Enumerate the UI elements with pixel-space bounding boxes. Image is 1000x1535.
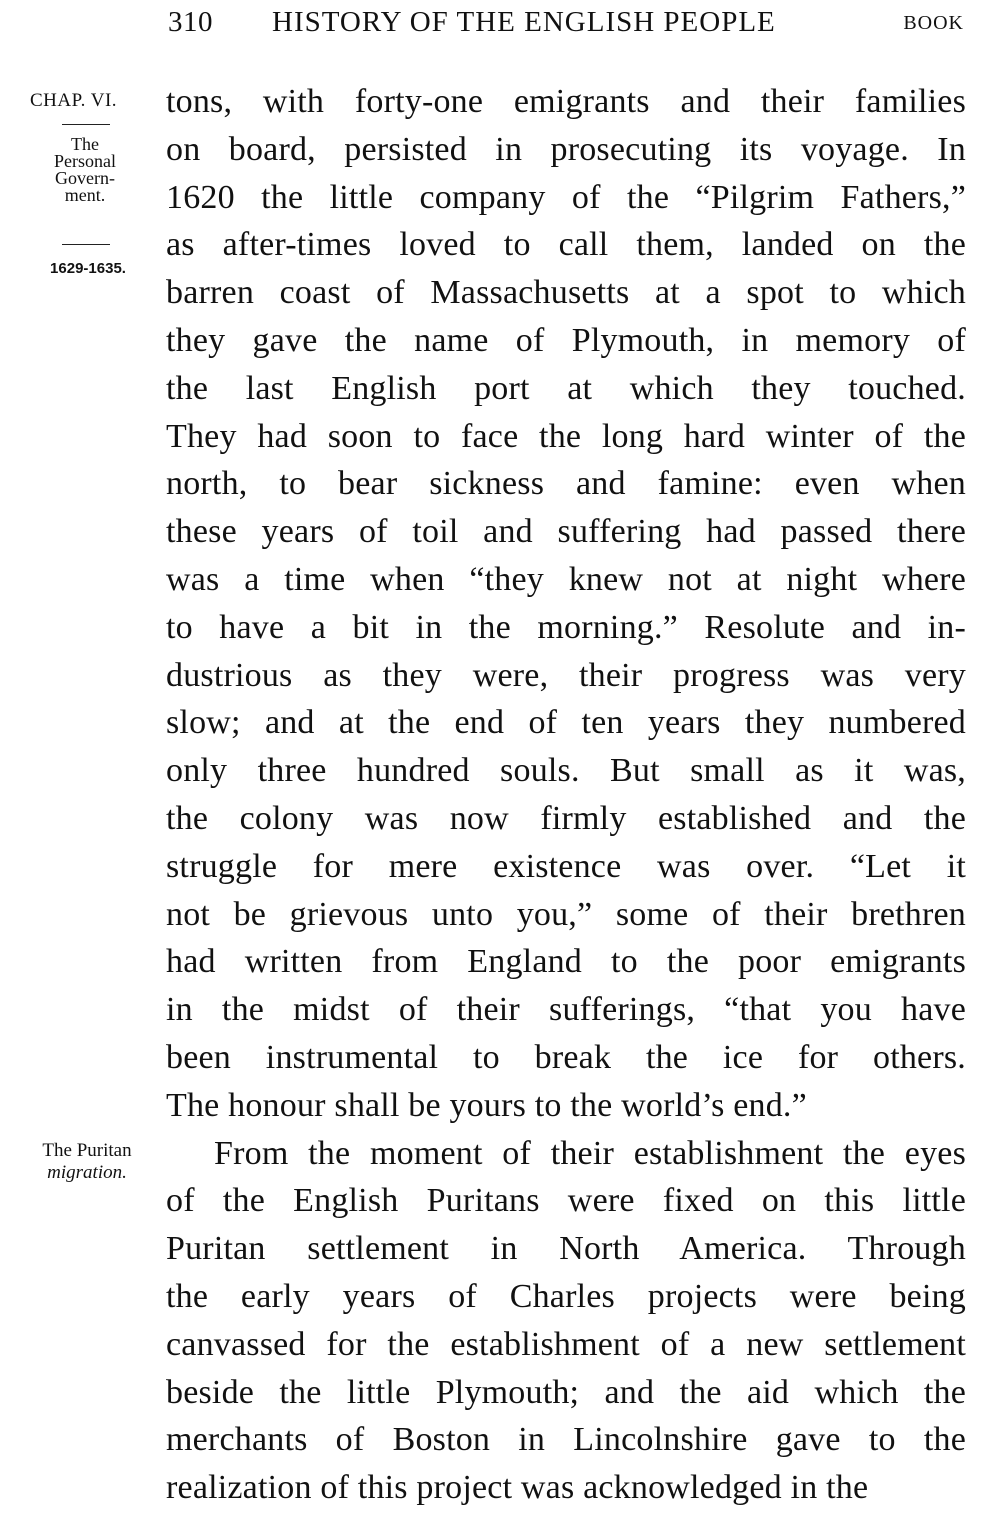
text-line: was a time when “they knew not at night where: [166, 560, 966, 598]
text-line: barren coast of Massachusetts at a spot to which: [166, 274, 966, 312]
text-line: in the midst of their sufferings, “that you have: [166, 991, 966, 1029]
text-line: slow; and at the end of ten years they numbered: [166, 704, 966, 742]
running-title: HISTORY OF THE ENGLISH PEOPLE: [272, 6, 776, 38]
text-line: canvassed for the establishment of a new settlement: [166, 1325, 966, 1363]
text-line: north, to bear sickness and famine: even when: [166, 465, 966, 503]
margin-note-line: ment.: [64, 185, 106, 205]
chapter-label: CHAP. VI.: [30, 90, 118, 111]
paragraph-1: [166, 78, 966, 1130]
margin-note-line: The Puritan: [42, 1140, 132, 1161]
text-line: had written from England to the poor emigrants: [166, 943, 966, 981]
text-line: tons, with forty-one emigrants and their families: [166, 83, 966, 120]
text-line: the last English port at which they touched.: [166, 369, 966, 407]
margin-note-line: The: [71, 134, 99, 154]
text-line: dustrious as they were, their progress was very: [166, 656, 966, 694]
text-line: these years of toil and suffering had passed there: [166, 513, 966, 551]
text-line: merchants of Boston in Lincolnshire gave to the: [166, 1421, 966, 1459]
running-header: [168, 6, 968, 46]
text-line: beside the little Plymouth; and the aid which the: [166, 1373, 966, 1411]
margin-note-puritan-migration: [12, 1140, 162, 1184]
text-line: Puritan settlement in North America. Through: [166, 1230, 966, 1268]
text-line: not be grievous unto you,” some of their brethren: [166, 895, 966, 933]
text-line: the colony was now firmly established and the: [166, 799, 966, 837]
text-line: been instrumental to break the ice for others.: [166, 1038, 966, 1076]
text-line: the early years of Charles projects were being: [166, 1277, 966, 1315]
page-number: 310: [168, 6, 213, 38]
margin-note-line: migration.: [47, 1162, 127, 1183]
text-line: From the moment of their establishment the eyes: [214, 1134, 966, 1172]
text-line: to have a bit in the morning.” Resolute and in-: [166, 608, 966, 646]
text-line: struggle for mere existence was over. “Let it: [166, 847, 966, 885]
text-line: 1620 the little company of the “Pilgrim Fathers,”: [166, 178, 966, 216]
margin-note-government: [20, 136, 150, 204]
text-line: on board, persisted in prosecuting its voyage. In: [166, 130, 966, 168]
margin-note-line: Personal: [54, 151, 116, 171]
margin-rule-top: [62, 124, 110, 125]
margin-note-line: Govern-: [55, 168, 115, 188]
text-line: The honour shall be yours to the world’s end.”: [166, 1086, 807, 1124]
text-line: only three hundred souls. But small as it was,: [166, 752, 966, 790]
book-label: BOOK: [903, 12, 964, 34]
margin-rule-bottom: [62, 244, 110, 245]
text-line: They had soon to face the long hard winter of the: [166, 417, 966, 455]
paragraph-2: [166, 1130, 966, 1512]
margin-note-years: 1629-1635.: [50, 260, 126, 277]
text-line: as after-times loved to call them, landed on the: [166, 226, 966, 264]
text-line: they gave the name of Plymouth, in memory of: [166, 321, 966, 359]
text-line: realization of this project was acknowledged in the: [166, 1469, 869, 1507]
text-line: of the English Puritans were fixed on this little: [166, 1182, 966, 1220]
body-text: [166, 78, 966, 1512]
